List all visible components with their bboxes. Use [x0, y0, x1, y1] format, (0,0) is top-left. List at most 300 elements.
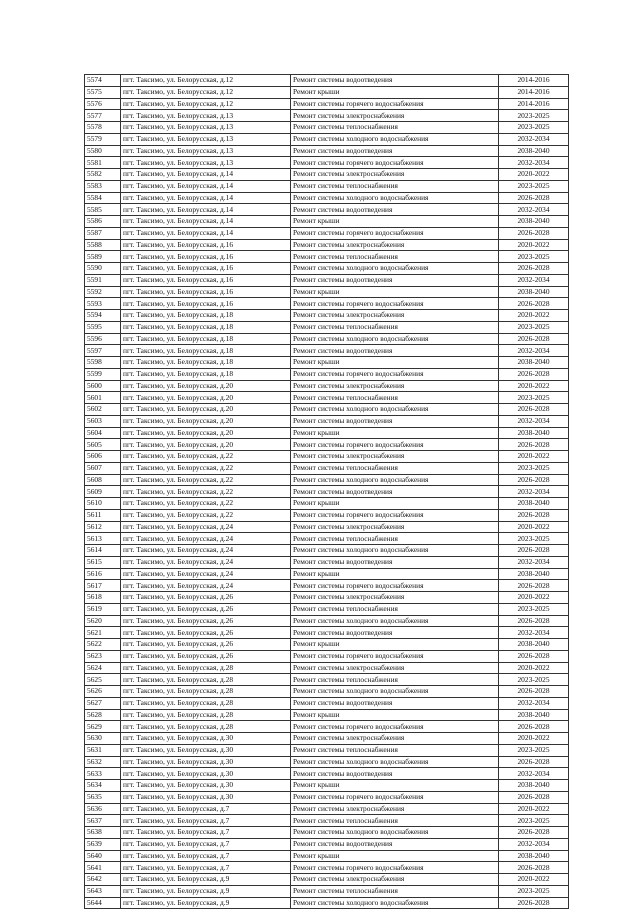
- period-cell: 2020-2022: [499, 239, 569, 251]
- period-cell: 2032-2034: [499, 556, 569, 568]
- work-type-cell: Ремонт системы теплоснабжения: [291, 815, 499, 827]
- row-number: 5584: [85, 192, 121, 204]
- table-row: [85, 286, 569, 298]
- table-row: [85, 533, 569, 545]
- row-number: 5576: [85, 98, 121, 110]
- row-number: 5628: [85, 709, 121, 721]
- period-cell: 2038-2040: [499, 286, 569, 298]
- work-type-cell: Ремонт системы холодного водоснабжения: [291, 897, 499, 909]
- address-cell: пгт. Таксимо, ул. Белорусская, д.9: [121, 897, 291, 909]
- row-number: 5609: [85, 486, 121, 498]
- work-type-cell: Ремонт системы теплоснабжения: [291, 674, 499, 686]
- address-cell: пгт. Таксимо, ул. Белорусская, д.30: [121, 780, 291, 792]
- row-number: 5631: [85, 744, 121, 756]
- address-cell: пгт. Таксимо, ул. Белорусская, д.18: [121, 368, 291, 380]
- work-type-cell: Ремонт системы теплоснабжения: [291, 885, 499, 897]
- work-type-cell: Ремонт системы электроснабжения: [291, 733, 499, 745]
- address-cell: пгт. Таксимо, ул. Белорусская, д.13: [121, 157, 291, 169]
- table-row: [85, 556, 569, 568]
- table-row: [85, 686, 569, 698]
- row-number: 5616: [85, 568, 121, 580]
- work-type-cell: Ремонт системы водоотведения: [291, 697, 499, 709]
- period-cell: 2023-2025: [499, 392, 569, 404]
- work-type-cell: Ремонт крыши: [291, 780, 499, 792]
- period-cell: 2038-2040: [499, 639, 569, 651]
- table-row: [85, 133, 569, 145]
- address-cell: пгт. Таксимо, ул. Белорусская, д.28: [121, 686, 291, 698]
- work-type-cell: Ремонт крыши: [291, 639, 499, 651]
- row-number: 5627: [85, 697, 121, 709]
- address-cell: пгт. Таксимо, ул. Белорусская, д.14: [121, 169, 291, 181]
- table-row: [85, 580, 569, 592]
- row-number: 5621: [85, 627, 121, 639]
- table-row: [85, 885, 569, 897]
- table-row: [85, 333, 569, 345]
- work-type-cell: Ремонт системы водоотведения: [291, 486, 499, 498]
- period-cell: 2023-2025: [499, 462, 569, 474]
- period-cell: 2026-2028: [499, 545, 569, 557]
- address-cell: пгт. Таксимо, ул. Белорусская, д.12: [121, 98, 291, 110]
- row-number: 5585: [85, 204, 121, 216]
- period-cell: 2032-2034: [499, 627, 569, 639]
- work-type-cell: Ремонт крыши: [291, 709, 499, 721]
- row-number: 5612: [85, 521, 121, 533]
- period-cell: 2038-2040: [499, 498, 569, 510]
- address-cell: пгт. Таксимо, ул. Белорусская, д.22: [121, 509, 291, 521]
- work-type-cell: Ремонт системы теплоснабжения: [291, 180, 499, 192]
- work-type-cell: Ремонт системы электроснабжения: [291, 451, 499, 463]
- period-cell: 2038-2040: [499, 568, 569, 580]
- work-type-cell: Ремонт системы теплоснабжения: [291, 321, 499, 333]
- address-cell: пгт. Таксимо, ул. Белорусская, д.16: [121, 263, 291, 275]
- table-row: [85, 368, 569, 380]
- work-type-cell: Ремонт системы электроснабжения: [291, 662, 499, 674]
- period-cell: 2023-2025: [499, 122, 569, 134]
- row-number: 5629: [85, 721, 121, 733]
- work-type-cell: Ремонт системы горячего водоснабжения: [291, 368, 499, 380]
- period-cell: 2014-2016: [499, 98, 569, 110]
- row-number: 5595: [85, 321, 121, 333]
- period-cell: 2023-2025: [499, 180, 569, 192]
- row-number: 5644: [85, 897, 121, 909]
- address-cell: пгт. Таксимо, ул. Белорусская, д.24: [121, 556, 291, 568]
- row-number: 5596: [85, 333, 121, 345]
- address-cell: пгт. Таксимо, ул. Белорусская, д.22: [121, 474, 291, 486]
- address-cell: пгт. Таксимо, ул. Белорусская, д.24: [121, 580, 291, 592]
- address-cell: пгт. Таксимо, ул. Белорусская, д.16: [121, 298, 291, 310]
- address-cell: пгт. Таксимо, ул. Белорусская, д.22: [121, 451, 291, 463]
- period-cell: 2020-2022: [499, 592, 569, 604]
- row-number: 5636: [85, 803, 121, 815]
- work-type-cell: Ремонт системы горячего водоснабжения: [291, 862, 499, 874]
- row-number: 5583: [85, 180, 121, 192]
- table-row: [85, 145, 569, 157]
- table-row: [85, 357, 569, 369]
- period-cell: 2038-2040: [499, 780, 569, 792]
- table-row: [85, 521, 569, 533]
- period-cell: 2032-2034: [499, 768, 569, 780]
- row-number: 5639: [85, 838, 121, 850]
- row-number: 5625: [85, 674, 121, 686]
- work-type-cell: Ремонт системы теплоснабжения: [291, 392, 499, 404]
- work-type-cell: Ремонт системы водоотведения: [291, 145, 499, 157]
- address-cell: пгт. Таксимо, ул. Белорусская, д.26: [121, 592, 291, 604]
- address-cell: пгт. Таксимо, ул. Белорусская, д.26: [121, 615, 291, 627]
- period-cell: 2020-2022: [499, 521, 569, 533]
- table-row: [85, 697, 569, 709]
- row-number: 5603: [85, 415, 121, 427]
- period-cell: 2026-2028: [499, 756, 569, 768]
- period-cell: 2020-2022: [499, 874, 569, 886]
- work-type-cell: Ремонт системы водоотведения: [291, 75, 499, 87]
- period-cell: 2020-2022: [499, 662, 569, 674]
- table-row: [85, 157, 569, 169]
- row-number: 5601: [85, 392, 121, 404]
- table-row: [85, 251, 569, 263]
- address-cell: пгт. Таксимо, ул. Белорусская, д.13: [121, 110, 291, 122]
- work-type-cell: Ремонт системы горячего водоснабжения: [291, 580, 499, 592]
- address-cell: пгт. Таксимо, ул. Белорусская, д.18: [121, 321, 291, 333]
- row-number: 5588: [85, 239, 121, 251]
- period-cell: 2032-2034: [499, 204, 569, 216]
- period-cell: 2038-2040: [499, 850, 569, 862]
- row-number: 5643: [85, 885, 121, 897]
- table-row: [85, 897, 569, 909]
- period-cell: 2026-2028: [499, 580, 569, 592]
- period-cell: 2032-2034: [499, 274, 569, 286]
- table-row: [85, 451, 569, 463]
- address-cell: пгт. Таксимо, ул. Белорусская, д.13: [121, 145, 291, 157]
- row-number: 5593: [85, 298, 121, 310]
- work-type-cell: Ремонт системы электроснабжения: [291, 521, 499, 533]
- row-number: 5613: [85, 533, 121, 545]
- address-cell: пгт. Таксимо, ул. Белорусская, д.13: [121, 122, 291, 134]
- work-type-cell: Ремонт системы электроснабжения: [291, 592, 499, 604]
- table-row: [85, 509, 569, 521]
- table-row: [85, 439, 569, 451]
- period-cell: 2020-2022: [499, 451, 569, 463]
- period-cell: 2020-2022: [499, 733, 569, 745]
- address-cell: пгт. Таксимо, ул. Белорусская, д.18: [121, 357, 291, 369]
- address-cell: пгт. Таксимо, ул. Белорусская, д.14: [121, 227, 291, 239]
- work-type-cell: Ремонт системы холодного водоснабжения: [291, 133, 499, 145]
- period-cell: 2023-2025: [499, 674, 569, 686]
- work-type-cell: Ремонт системы водоотведения: [291, 274, 499, 286]
- row-number: 5619: [85, 603, 121, 615]
- address-cell: пгт. Таксимо, ул. Белорусская, д.30: [121, 768, 291, 780]
- table-row: [85, 239, 569, 251]
- period-cell: 2038-2040: [499, 145, 569, 157]
- work-type-cell: Ремонт системы водоотведения: [291, 415, 499, 427]
- row-number: 5582: [85, 169, 121, 181]
- address-cell: пгт. Таксимо, ул. Белорусская, д.20: [121, 380, 291, 392]
- address-cell: пгт. Таксимо, ул. Белорусская, д.18: [121, 345, 291, 357]
- work-type-cell: Ремонт системы электроснабжения: [291, 310, 499, 322]
- row-number: 5630: [85, 733, 121, 745]
- period-cell: 2023-2025: [499, 110, 569, 122]
- address-cell: пгт. Таксимо, ул. Белорусская, д.20: [121, 404, 291, 416]
- work-type-cell: Ремонт системы холодного водоснабжения: [291, 545, 499, 557]
- address-cell: пгт. Таксимо, ул. Белорусская, д.12: [121, 75, 291, 87]
- row-number: 5586: [85, 216, 121, 228]
- table-row: [85, 122, 569, 134]
- work-type-cell: Ремонт крыши: [291, 286, 499, 298]
- row-number: 5632: [85, 756, 121, 768]
- address-cell: пгт. Таксимо, ул. Белорусская, д.16: [121, 286, 291, 298]
- period-cell: 2032-2034: [499, 697, 569, 709]
- period-cell: 2020-2022: [499, 310, 569, 322]
- period-cell: 2023-2025: [499, 885, 569, 897]
- address-cell: пгт. Таксимо, ул. Белорусская, д.18: [121, 310, 291, 322]
- address-cell: пгт. Таксимо, ул. Белорусская, д.28: [121, 662, 291, 674]
- work-type-cell: Ремонт системы горячего водоснабжения: [291, 509, 499, 521]
- address-cell: пгт. Таксимо, ул. Белорусская, д.22: [121, 462, 291, 474]
- row-number: 5620: [85, 615, 121, 627]
- address-cell: пгт. Таксимо, ул. Белорусская, д.20: [121, 439, 291, 451]
- address-cell: пгт. Таксимо, ул. Белорусская, д.26: [121, 650, 291, 662]
- address-cell: пгт. Таксимо, ул. Белорусская, д.28: [121, 674, 291, 686]
- table-row: [85, 75, 569, 87]
- work-type-cell: Ремонт системы холодного водоснабжения: [291, 263, 499, 275]
- address-cell: пгт. Таксимо, ул. Белорусская, д.7: [121, 838, 291, 850]
- work-type-cell: Ремонт системы холодного водоснабжения: [291, 686, 499, 698]
- work-type-cell: Ремонт системы водоотведения: [291, 838, 499, 850]
- period-cell: 2026-2028: [499, 298, 569, 310]
- period-cell: 2026-2028: [499, 368, 569, 380]
- work-type-cell: Ремонт системы электроснабжения: [291, 803, 499, 815]
- table-row: [85, 615, 569, 627]
- row-number: 5574: [85, 75, 121, 87]
- address-cell: пгт. Таксимо, ул. Белорусская, д.16: [121, 274, 291, 286]
- work-type-cell: Ремонт системы водоотведения: [291, 204, 499, 216]
- period-cell: 2032-2034: [499, 415, 569, 427]
- table-row: [85, 227, 569, 239]
- address-cell: пгт. Таксимо, ул. Белорусская, д.18: [121, 333, 291, 345]
- row-number: 5600: [85, 380, 121, 392]
- address-cell: пгт. Таксимо, ул. Белорусская, д.14: [121, 192, 291, 204]
- work-type-cell: Ремонт системы водоотведения: [291, 556, 499, 568]
- row-number: 5618: [85, 592, 121, 604]
- work-type-cell: Ремонт системы теплоснабжения: [291, 462, 499, 474]
- work-type-cell: Ремонт системы горячего водоснабжения: [291, 298, 499, 310]
- table-row: [85, 110, 569, 122]
- work-type-cell: Ремонт системы холодного водоснабжения: [291, 827, 499, 839]
- table-row: [85, 204, 569, 216]
- period-cell: 2026-2028: [499, 227, 569, 239]
- work-type-cell: Ремонт системы горячего водоснабжения: [291, 791, 499, 803]
- row-number: 5591: [85, 274, 121, 286]
- table-row: [85, 180, 569, 192]
- period-cell: 2026-2028: [499, 404, 569, 416]
- period-cell: 2026-2028: [499, 615, 569, 627]
- row-number: 5597: [85, 345, 121, 357]
- repair-schedule-table: [84, 74, 569, 909]
- table-row: [85, 874, 569, 886]
- row-number: 5617: [85, 580, 121, 592]
- table-row: [85, 733, 569, 745]
- table-row: [85, 791, 569, 803]
- period-cell: 2026-2028: [499, 827, 569, 839]
- address-cell: пгт. Таксимо, ул. Белорусская, д.20: [121, 392, 291, 404]
- row-number: 5606: [85, 451, 121, 463]
- work-type-cell: Ремонт системы горячего водоснабжения: [291, 439, 499, 451]
- row-number: 5624: [85, 662, 121, 674]
- work-type-cell: Ремонт системы теплоснабжения: [291, 122, 499, 134]
- table-row: [85, 744, 569, 756]
- document-table-container: [84, 74, 568, 909]
- address-cell: пгт. Таксимо, ул. Белорусская, д.16: [121, 251, 291, 263]
- row-number: 5611: [85, 509, 121, 521]
- table-body: [85, 75, 569, 909]
- period-cell: 2026-2028: [499, 263, 569, 275]
- table-row: [85, 662, 569, 674]
- work-type-cell: Ремонт системы водоотведения: [291, 627, 499, 639]
- work-type-cell: Ремонт системы теплоснабжения: [291, 251, 499, 263]
- period-cell: 2032-2034: [499, 133, 569, 145]
- work-type-cell: Ремонт системы теплоснабжения: [291, 603, 499, 615]
- address-cell: пгт. Таксимо, ул. Белорусская, д.30: [121, 791, 291, 803]
- period-cell: 2026-2028: [499, 721, 569, 733]
- address-cell: пгт. Таксимо, ул. Белорусская, д.22: [121, 498, 291, 510]
- table-row: [85, 780, 569, 792]
- address-cell: пгт. Таксимо, ул. Белорусская, д.7: [121, 803, 291, 815]
- address-cell: пгт. Таксимо, ул. Белорусская, д.9: [121, 885, 291, 897]
- table-row: [85, 709, 569, 721]
- address-cell: пгт. Таксимо, ул. Белорусская, д.24: [121, 545, 291, 557]
- address-cell: пгт. Таксимо, ул. Белорусская, д.26: [121, 627, 291, 639]
- work-type-cell: Ремонт системы холодного водоснабжения: [291, 756, 499, 768]
- table-row: [85, 850, 569, 862]
- table-row: [85, 545, 569, 557]
- period-cell: 2026-2028: [499, 333, 569, 345]
- work-type-cell: Ремонт системы водоотведения: [291, 768, 499, 780]
- address-cell: пгт. Таксимо, ул. Белорусская, д.24: [121, 521, 291, 533]
- work-type-cell: Ремонт крыши: [291, 86, 499, 98]
- work-type-cell: Ремонт крыши: [291, 498, 499, 510]
- table-row: [85, 721, 569, 733]
- period-cell: 2026-2028: [499, 686, 569, 698]
- address-cell: пгт. Таксимо, ул. Белорусская, д.24: [121, 533, 291, 545]
- table-row: [85, 568, 569, 580]
- address-cell: пгт. Таксимо, ул. Белорусская, д.14: [121, 216, 291, 228]
- address-cell: пгт. Таксимо, ул. Белорусская, д.24: [121, 568, 291, 580]
- period-cell: 2023-2025: [499, 533, 569, 545]
- period-cell: 2032-2034: [499, 838, 569, 850]
- period-cell: 2038-2040: [499, 357, 569, 369]
- address-cell: пгт. Таксимо, ул. Белорусская, д.22: [121, 486, 291, 498]
- table-row: [85, 310, 569, 322]
- period-cell: 2038-2040: [499, 427, 569, 439]
- period-cell: 2032-2034: [499, 157, 569, 169]
- work-type-cell: Ремонт системы электроснабжения: [291, 239, 499, 251]
- address-cell: пгт. Таксимо, ул. Белорусская, д.30: [121, 733, 291, 745]
- address-cell: пгт. Таксимо, ул. Белорусская, д.7: [121, 815, 291, 827]
- row-number: 5623: [85, 650, 121, 662]
- row-number: 5605: [85, 439, 121, 451]
- address-cell: пгт. Таксимо, ул. Белорусская, д.7: [121, 862, 291, 874]
- row-number: 5638: [85, 827, 121, 839]
- row-number: 5633: [85, 768, 121, 780]
- row-number: 5592: [85, 286, 121, 298]
- address-cell: пгт. Таксимо, ул. Белорусская, д.14: [121, 180, 291, 192]
- work-type-cell: Ремонт системы горячего водоснабжения: [291, 98, 499, 110]
- row-number: 5602: [85, 404, 121, 416]
- row-number: 5589: [85, 251, 121, 263]
- period-cell: 2026-2028: [499, 650, 569, 662]
- row-number: 5594: [85, 310, 121, 322]
- work-type-cell: Ремонт системы горячего водоснабжения: [291, 157, 499, 169]
- address-cell: пгт. Таксимо, ул. Белорусская, д.13: [121, 133, 291, 145]
- row-number: 5637: [85, 815, 121, 827]
- table-row: [85, 674, 569, 686]
- table-row: [85, 404, 569, 416]
- address-cell: пгт. Таксимо, ул. Белорусская, д.20: [121, 415, 291, 427]
- period-cell: 2038-2040: [499, 216, 569, 228]
- table-row: [85, 838, 569, 850]
- address-cell: пгт. Таксимо, ул. Белорусская, д.20: [121, 427, 291, 439]
- work-type-cell: Ремонт системы электроснабжения: [291, 380, 499, 392]
- table-row: [85, 98, 569, 110]
- row-number: 5581: [85, 157, 121, 169]
- address-cell: пгт. Таксимо, ул. Белорусская, д.26: [121, 603, 291, 615]
- table-row: [85, 415, 569, 427]
- address-cell: пгт. Таксимо, ул. Белорусская, д.28: [121, 721, 291, 733]
- row-number: 5634: [85, 780, 121, 792]
- address-cell: пгт. Таксимо, ул. Белорусская, д.30: [121, 744, 291, 756]
- work-type-cell: Ремонт системы теплоснабжения: [291, 533, 499, 545]
- table-row: [85, 380, 569, 392]
- row-number: 5598: [85, 357, 121, 369]
- table-row: [85, 815, 569, 827]
- work-type-cell: Ремонт крыши: [291, 568, 499, 580]
- table-row: [85, 427, 569, 439]
- table-row: [85, 498, 569, 510]
- table-row: [85, 639, 569, 651]
- row-number: 5578: [85, 122, 121, 134]
- table-row: [85, 392, 569, 404]
- table-row: [85, 803, 569, 815]
- period-cell: 2026-2028: [499, 509, 569, 521]
- table-row: [85, 603, 569, 615]
- period-cell: 2038-2040: [499, 709, 569, 721]
- row-number: 5587: [85, 227, 121, 239]
- work-type-cell: Ремонт системы холодного водоснабжения: [291, 615, 499, 627]
- table-row: [85, 862, 569, 874]
- table-row: [85, 627, 569, 639]
- period-cell: 2023-2025: [499, 321, 569, 333]
- period-cell: 2023-2025: [499, 603, 569, 615]
- table-row: [85, 321, 569, 333]
- period-cell: 2032-2034: [499, 486, 569, 498]
- row-number: 5604: [85, 427, 121, 439]
- row-number: 5610: [85, 498, 121, 510]
- row-number: 5622: [85, 639, 121, 651]
- table-row: [85, 263, 569, 275]
- work-type-cell: Ремонт системы горячего водоснабжения: [291, 650, 499, 662]
- address-cell: пгт. Таксимо, ул. Белорусская, д.14: [121, 204, 291, 216]
- row-number: 5599: [85, 368, 121, 380]
- row-number: 5577: [85, 110, 121, 122]
- work-type-cell: Ремонт крыши: [291, 357, 499, 369]
- period-cell: 2020-2022: [499, 169, 569, 181]
- work-type-cell: Ремонт системы электроснабжения: [291, 874, 499, 886]
- work-type-cell: Ремонт системы горячего водоснабжения: [291, 227, 499, 239]
- table-row: [85, 274, 569, 286]
- work-type-cell: Ремонт системы электроснабжения: [291, 110, 499, 122]
- period-cell: 2026-2028: [499, 791, 569, 803]
- address-cell: пгт. Таксимо, ул. Белорусская, д.30: [121, 756, 291, 768]
- work-type-cell: Ремонт системы горячего водоснабжения: [291, 721, 499, 733]
